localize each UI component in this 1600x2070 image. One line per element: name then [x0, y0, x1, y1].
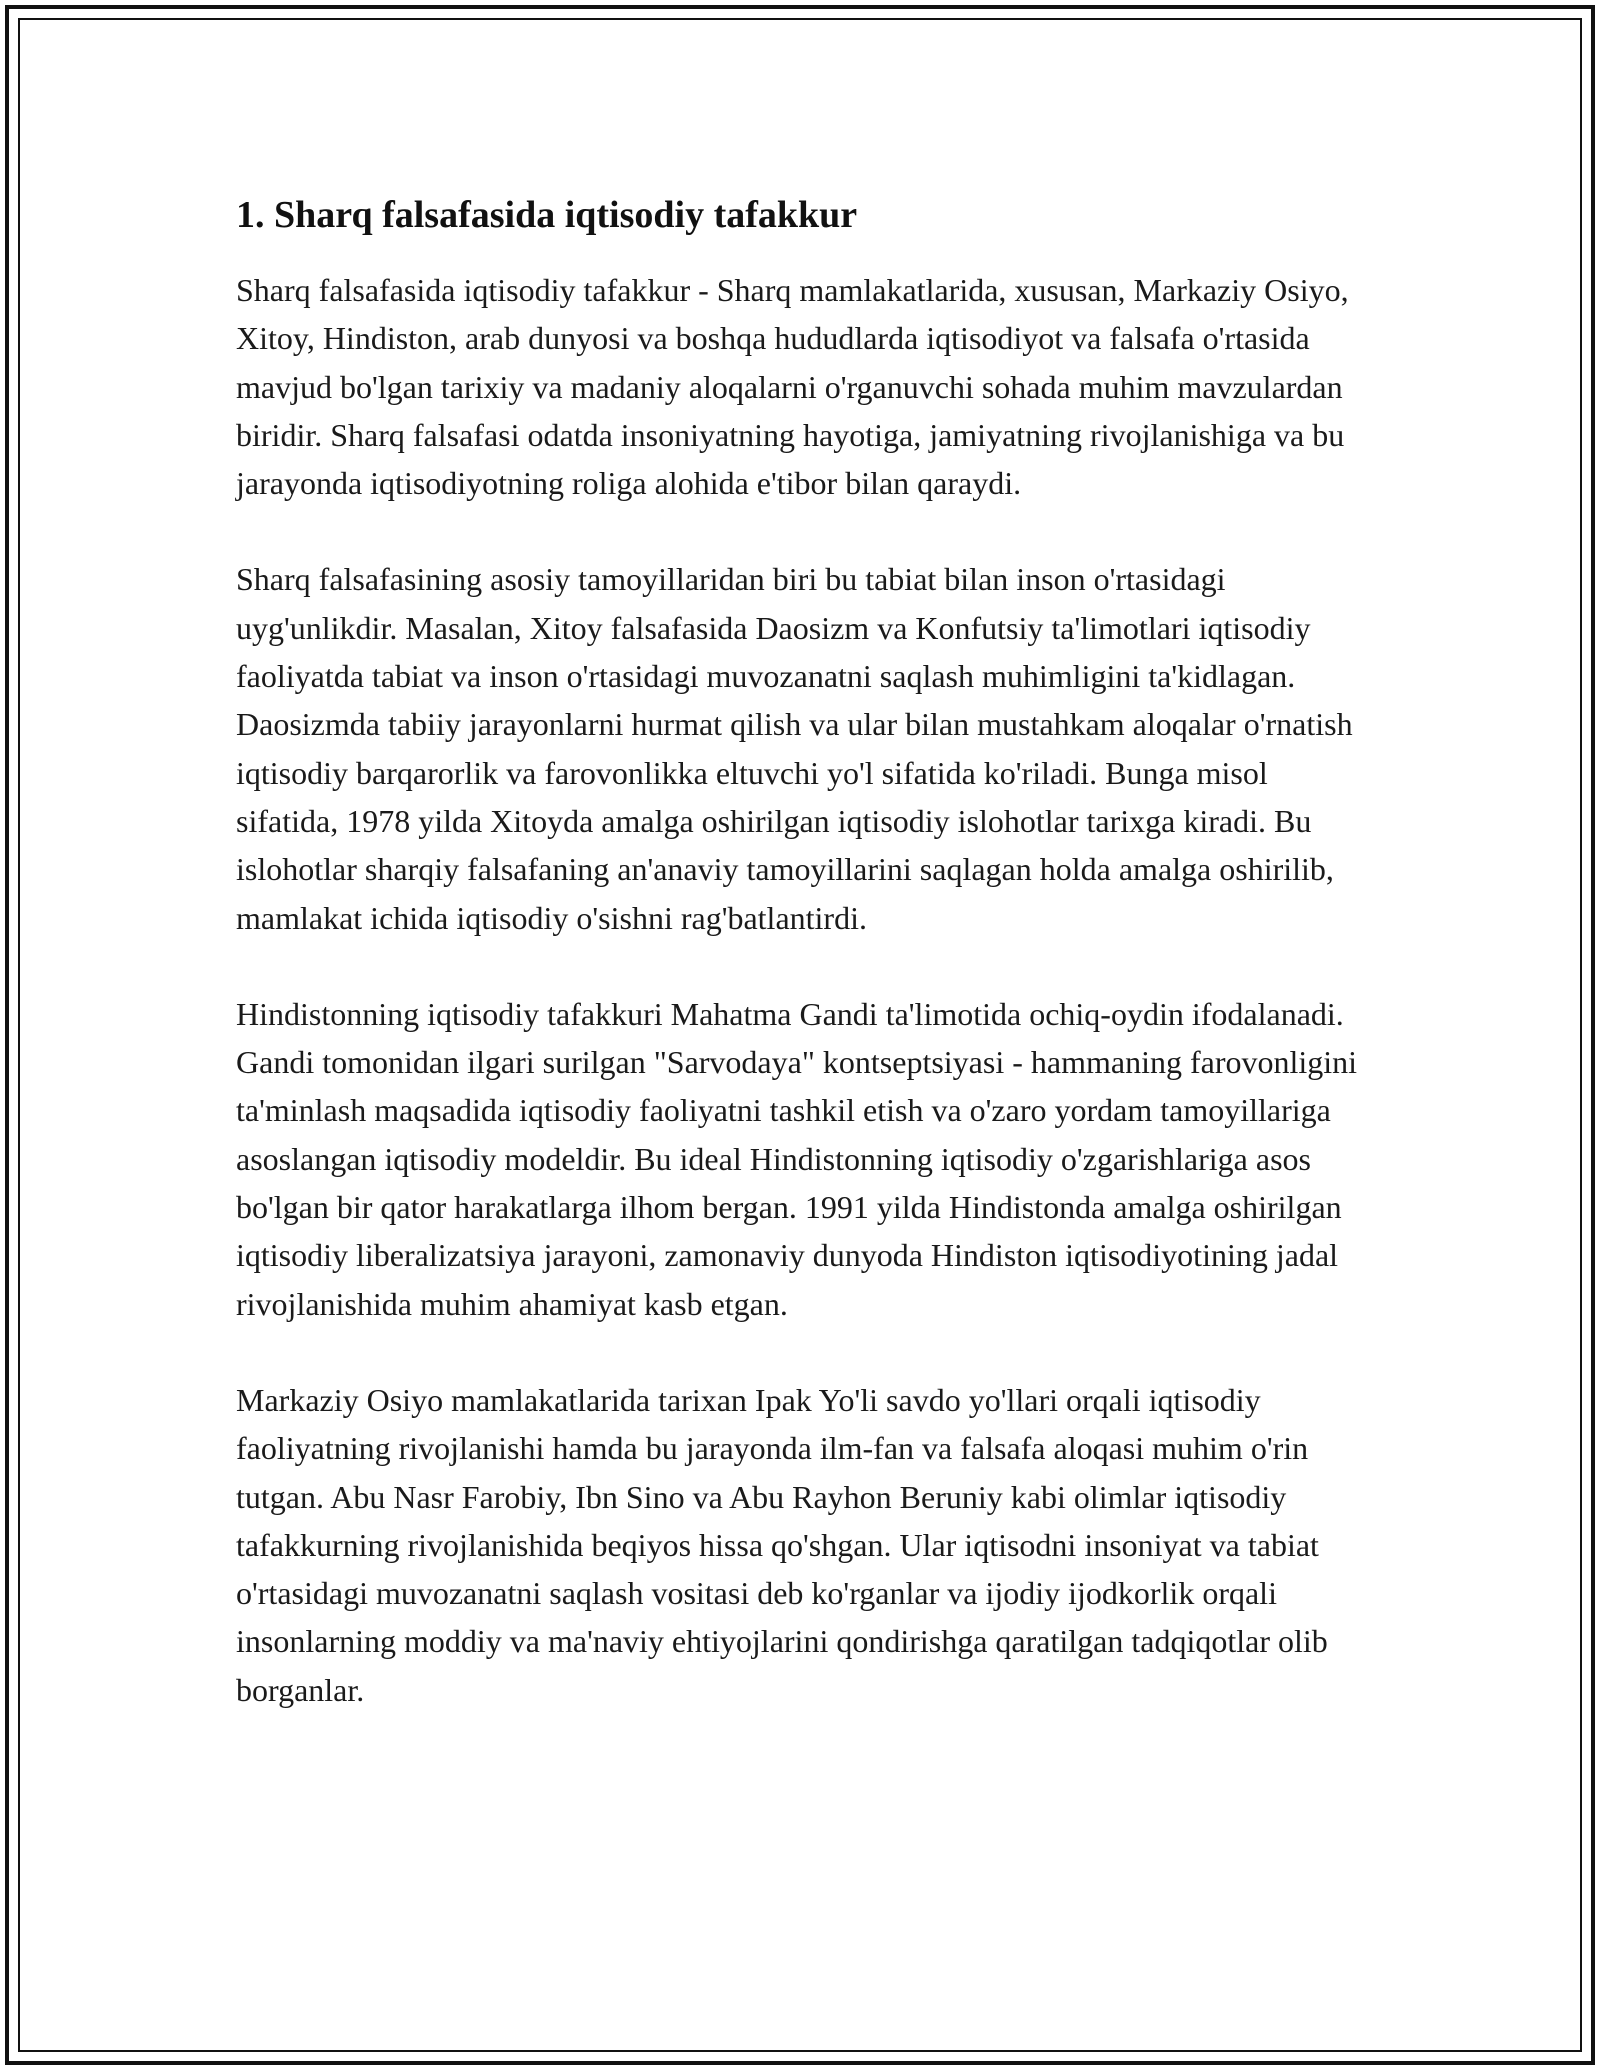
document-body [236, 190, 1366, 1762]
paragraph-india: Hindistonning iqtisodiy tafakkuri Mahatma Gandi ta'limotida ochiq-oydin ifodalanadi. Gandi tomonidan ilgari surilgan "Sarvodaya" kontseptsiyasi - hammaning farovonligini ta'minlash maqsadida iqtisodiy faoliyatni tashkil etish va o'zaro yordam tamoyillariga asoslangan iqtisodiy modeldir. Bu ideal Hindistonning iqtisodiy o'zgarishlariga asos bo'lgan bir qator harakatlarga ilhom bergan. 1991 yilda Hindistonda amalga oshirilgan iqtisodiy liberalizatsiya jarayoni, zamonaviy dunyoda Hindiston iqtisodiyotining jadal rivojlanishida muhim ahamiyat kasb etgan. [236, 995, 1358, 1322]
paragraph-intro: Sharq falsafasida iqtisodiy tafakkur - Sharq mamlakatlarida, xususan, Markaziy Osiyo, Xitoy, Hindiston, arab dunyosi va boshqa hududlarda iqtisodiyot va falsafa o'rtasida mavjud bo'lgan tarixiy va madaniy aloqalarni o'rganuvchi sohada muhim mavzulardan biridir. Sharq falsafasi odatda insoniyatning hayotiga, jamiyatning rivojlanishiga va bu jarayonda iqtisodiyotning roliga alohida e'tibor bilan qaraydi. [236, 272, 1349, 502]
paragraph-central-asia: Markaziy Osiyo mamlakatlarida tarixan Ipak Yo'li savdo yo'llari orqali iqtisodiy faoliyatning rivojlanishi hamda bu jarayonda ilm-fan va falsafa aloqasi muhim o'rin tutgan. Abu Nasr Farobiy, Ibn Sino va Abu Rayhon Beruniy kabi olimlar iqtisodiy tafakkurning rivojlanishida beqiyos hissa qo'shgan. Ular iqtisodni insoniyat va tabiat o'rtasidagi muvozanatni saqlash vositasi deb ko'rganlar va ijodiy ijodkorlik orqali insonlarning moddiy va ma'naviy ehtiyojlarini qondirishga qaratilgan tadqiqotlar olib borganlar. [236, 1381, 1328, 1708]
section-heading: 1. Sharq falsafasida iqtisodiy tafakkur [236, 194, 858, 236]
paragraph-china: Sharq falsafasining asosiy tamoyillaridan biri bu tabiat bilan inson o'rtasidagi uyg'unlikdir. Masalan, Xitoy falsafasida Daosizm va Konfutsiy ta'limotlari iqtisodiy faoliyatda tabiat va inson o'rtasidagi muvozanatni saqlash muhimligini ta'kidlagan. Daosizmda tabiiy jarayonlarni hurmat qilish va ular bilan mustahkam aloqalar o'rnatish iqtisodiy barqarorlik va farovonlikka eltuvchi yo'l sifatida ko'riladi. Bunga misol sifatida, 1978 yilda Xitoyda amalga oshirilgan iqtisodiy islohotlar tarixga kiradi. Bu islohotlar sharqiy falsafaning an'anaviy tamoyillarini saqlagan holda amalga oshirilib, mamlakat ichida iqtisodiy o'sishni rag'batlantirdi. [236, 561, 1353, 936]
